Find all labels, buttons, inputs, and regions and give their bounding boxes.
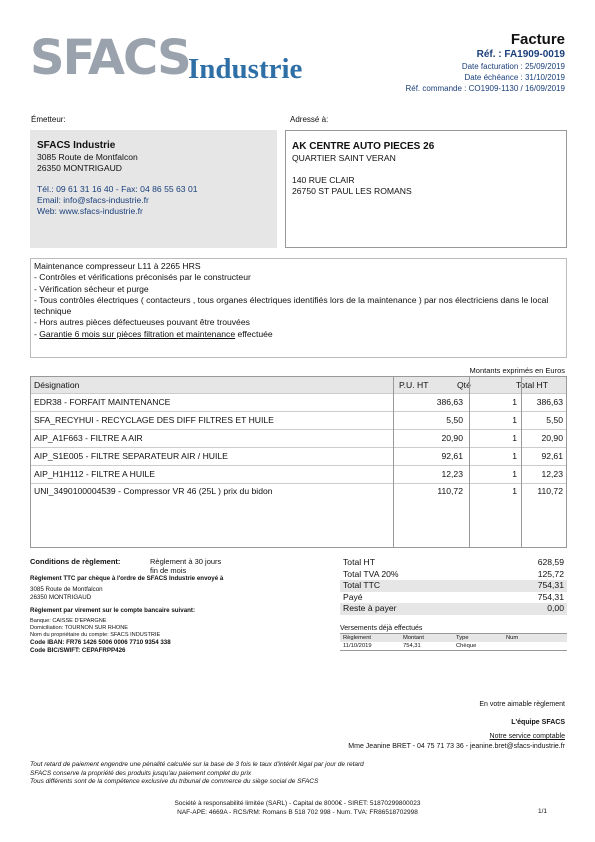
legal-notes — [30, 761, 364, 787]
emitter-email: Email: info@sfacs-industrie.fr — [37, 195, 149, 205]
transfer-title: Règlement par virement sur le compte bancaire suivant: — [30, 607, 196, 614]
emitter-box — [30, 130, 277, 248]
description-line: - Contrôles et vérifications préconisés par le constructeur — [34, 272, 251, 283]
col-qte: Qté — [457, 380, 471, 390]
table-row — [31, 483, 566, 499]
table-row — [31, 394, 566, 410]
payments-col-reglement: Règlement — [343, 635, 372, 641]
total-tva-value: 125,72 — [537, 568, 564, 579]
footer-line2: NAF-APE: 4669A - RCS/RM: Romans B 518 702 998 - Num. TVA: FR86518702998 — [177, 809, 418, 816]
bic: Code BIC/SWIFT: CEPAFRPP426 — [30, 647, 126, 654]
logo-brand: SFACS — [30, 30, 190, 86]
payments-title: Versements déjà effectués — [340, 624, 567, 634]
emitter-phone: Tél.: 09 61 31 16 40 - Fax: 04 86 55 63 01 — [37, 184, 198, 194]
description-suffix: effectuée — [235, 328, 273, 339]
iban: Code IBAN: FR76 1426 5006 0006 7710 9354 338 — [30, 639, 171, 646]
cheque-title: Règlement TTC par chèque à l'ordre de SFACS Industrie envoyé à — [30, 575, 224, 582]
row-qte: 1 — [512, 415, 517, 425]
conditions-value: Règlement à 30 jours fin de mois — [150, 557, 222, 575]
order-ref: Réf. commande : CO1909-1130 / 16/09/2019 — [405, 84, 565, 93]
row-pu: 92,61 — [441, 451, 463, 461]
row-qte: 1 — [512, 433, 517, 443]
table-row — [31, 412, 566, 428]
remaining-label: Reste à payer — [343, 603, 397, 614]
logo-suffix: Industrie — [188, 53, 303, 85]
recipient-name: AK CENTRE AUTO PIECES 26 — [292, 141, 435, 152]
emitter-web: Web: www.sfacs-industrie.fr — [37, 206, 143, 216]
row-pu: 20,90 — [441, 433, 463, 443]
totals-box — [340, 557, 567, 615]
company-logo — [30, 30, 320, 90]
cheque-address1: 3085 Route de Montfalcon — [30, 586, 103, 593]
row-designation: AIP_A1F663 - FILTRE A AIR — [34, 433, 143, 443]
payments-col-montant: Montant — [403, 635, 424, 641]
closing-line: En votre aimable règlement — [479, 701, 565, 708]
payments-col-type: Type — [456, 635, 469, 641]
table-row — [31, 430, 566, 446]
row-pu: 5,50 — [446, 415, 463, 425]
paid-label: Payé — [343, 591, 363, 602]
accounting-service: Notre service comptable — [489, 733, 565, 740]
row-total: 5,50 — [546, 415, 563, 425]
payments-made — [340, 624, 567, 651]
team-signature: L'équipe SFACS — [511, 719, 565, 726]
row-designation: AIP_H1H112 - FILTRE A HUILE — [34, 469, 155, 479]
emitter-label: Émetteur: — [31, 115, 66, 124]
contact-line: Mme Jeanine BRET - 04 75 71 73 36 - jeanine.bret@sfacs-industrie.fr — [348, 743, 565, 750]
emitter-name: SFACS Industrie — [37, 140, 116, 151]
row-pu: 12,23 — [441, 469, 463, 479]
recipient-line1: QUARTIER SAINT VERAN — [292, 153, 396, 163]
bank-domiciliation: Domiciliation: TOURNON SUR RHONE — [30, 625, 129, 631]
payment-date: 11/10/2019 — [343, 643, 372, 649]
row-total: 20,90 — [541, 433, 563, 443]
invoice-title: Facture — [510, 31, 565, 48]
total-ht-value: 628,59 — [537, 557, 564, 567]
description-prefix: - — [34, 328, 40, 339]
description-line: Maintenance compresseur L11 à 2265 HRS — [34, 261, 201, 271]
row-pu: 386,63 — [436, 397, 463, 407]
conditions-label: Conditions de règlement: — [30, 557, 121, 566]
row-pu: 110,72 — [437, 486, 463, 496]
recipient-box — [285, 130, 567, 248]
table-header — [31, 377, 566, 393]
col-pu: P.U. HT — [399, 380, 429, 390]
paid-value: 754,31 — [537, 591, 564, 602]
signature-block — [348, 700, 565, 752]
cheque-address2: 26350 MONTRIGAUD — [30, 594, 92, 601]
row-qte: 1 — [512, 451, 517, 461]
row-designation: SFA_RECYHUI - RECYCLAGE DES DIFF FILTRES ET HUILE — [34, 415, 274, 425]
invoice-ref: Réf. : FA1909-0019 — [476, 49, 565, 60]
page-footer — [0, 799, 595, 817]
row-total: 12,23 — [541, 469, 563, 479]
total-ttc-label: Total TTC — [343, 580, 381, 591]
row-designation: UNI_3490100004539 - Compressor VR 46 (25L ) prix du bidon — [34, 486, 273, 496]
emitter-address1: 3085 Route de Montfalcon — [37, 152, 138, 162]
currency-note: Montants exprimés en Euros — [469, 366, 565, 375]
row-total: 92,61 — [541, 451, 563, 461]
description-line: - Hors autres pièces défectueuses pouvant être trouvées — [34, 317, 250, 328]
invoice-header — [405, 32, 565, 94]
invoice-due-date: Date échéance : 31/10/2019 — [464, 73, 565, 82]
row-total: 110,72 — [537, 486, 563, 496]
row-designation: AIP_S1E005 - FILTRE SEPARATEUR AIR / HUILE — [34, 451, 228, 461]
description-line: - Tous contrôles électriques ( contacteurs , tous organes électriques identifiés lors de la maintenance ) par nos électriciens dans le local technique — [34, 294, 549, 317]
payment-row — [340, 642, 567, 651]
warranty-text: Garantie 6 mois sur pièces filtration et maintenance — [39, 328, 236, 339]
col-designation: Désignation — [34, 380, 80, 390]
row-total: 386,63 — [536, 397, 563, 407]
total-ht-label: Total HT — [343, 557, 375, 567]
total-ttc-value: 754,31 — [537, 580, 564, 591]
recipient-line3: 26750 ST PAUL LES ROMANS — [292, 186, 412, 196]
legal-line: Tout retard de paiement engendre une pénalité calculée sur la base de 3 fois le taux d'intérêt légal par jour de retard — [30, 761, 364, 768]
payments-header — [340, 634, 567, 642]
table-row — [31, 448, 566, 464]
table-row — [31, 466, 566, 482]
description-line: - Vérification sécheur et purge — [34, 283, 149, 294]
recipient-label: Adressé à: — [290, 115, 329, 124]
payment-amount: 754,31 — [403, 643, 421, 649]
col-total: Total HT — [516, 380, 548, 390]
row-qte: 1 — [512, 469, 517, 479]
payment-conditions — [30, 557, 223, 655]
footer-line1: Société à responsabilité limitée (SARL) - Capital de 8000€ - SIRET: 51870299800023 — [174, 800, 421, 807]
payments-col-num: Num — [506, 635, 519, 641]
legal-line: Tous différents sont de la compétence exclusive du tribunal de commerce du siège social de SFACS — [30, 778, 319, 785]
emitter-address2: 26350 MONTRIGAUD — [37, 163, 123, 173]
description-box — [30, 258, 567, 358]
total-tva-label: Total TVA 20% — [343, 568, 399, 579]
invoice-date: Date facturation : 25/09/2019 — [461, 62, 565, 71]
account-owner: Nom du propriétaire du compte: SFACS INDUSTRIE — [30, 632, 161, 638]
payment-type: Chèque — [456, 643, 477, 649]
row-qte: 1 — [512, 397, 517, 407]
row-designation: EDR38 - FORFAIT MAINTENANCE — [34, 397, 171, 407]
legal-line: SFACS conserve la propriété des produits jusqu'au paiement complet du prix — [30, 769, 252, 777]
recipient-line2: 140 RUE CLAIR — [292, 175, 355, 185]
bank-name: Banque: CAISSE D'EPARGNE — [30, 618, 107, 624]
remaining-value: 0,00 — [547, 603, 564, 614]
description-line — [34, 329, 559, 340]
page-number: 1/1 — [537, 808, 547, 815]
row-qte: 1 — [512, 486, 517, 496]
items-table — [30, 376, 567, 548]
